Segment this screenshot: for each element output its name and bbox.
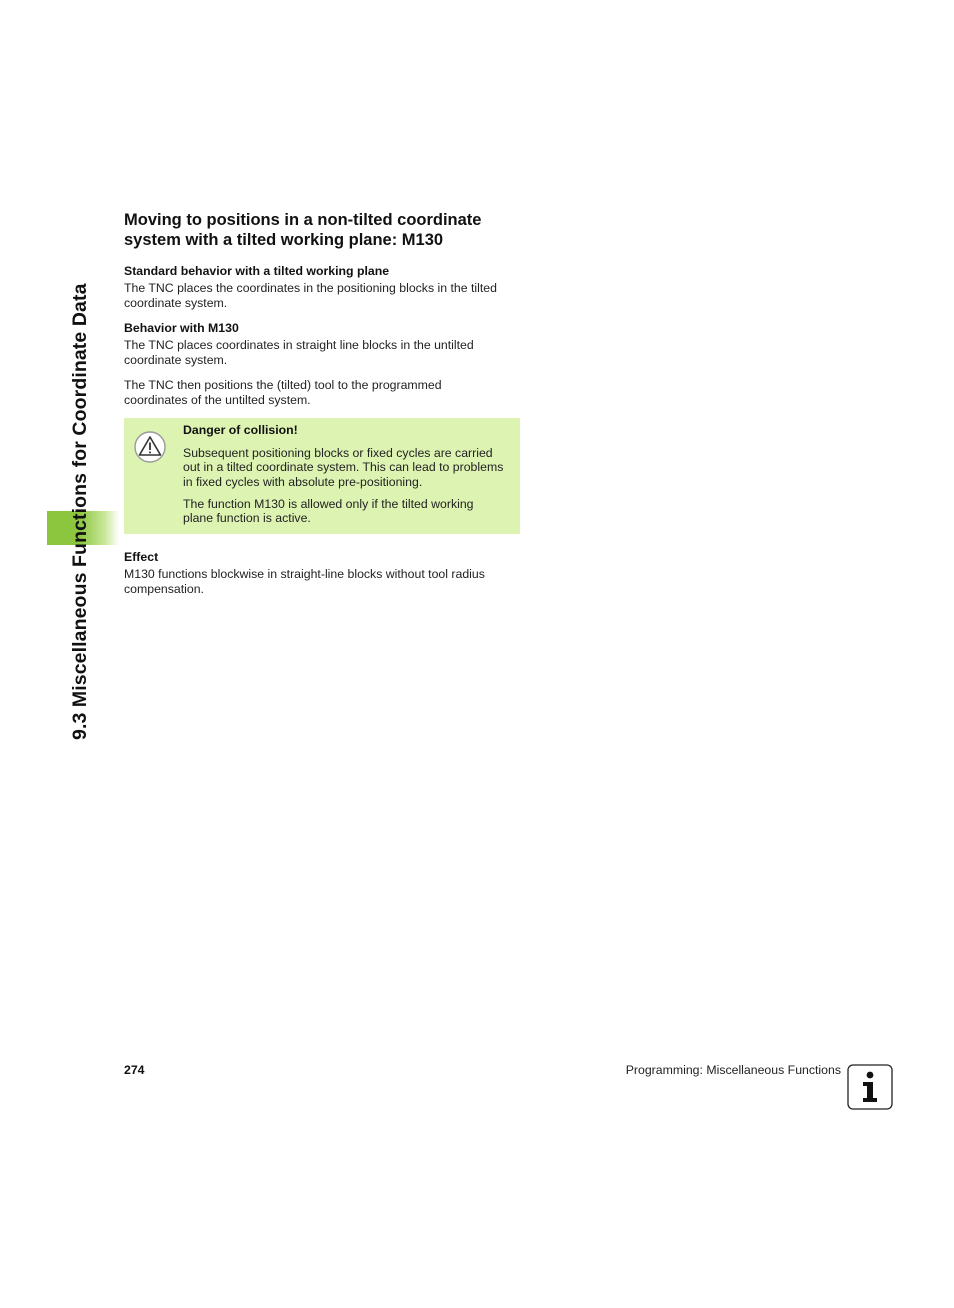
standard-behavior-heading: Standard behavior with a tilted working plane bbox=[124, 264, 390, 278]
section-heading bbox=[124, 210, 520, 250]
standard-behavior-line2: coordinate system. bbox=[124, 295, 228, 310]
warning-p1-line1: Subsequent positioning blocks or fixed cycles are carried bbox=[183, 446, 493, 460]
behavior-m130-paragraph-2 bbox=[124, 378, 520, 407]
info-icon[interactable] bbox=[847, 1064, 893, 1110]
page-number: 274 bbox=[124, 1063, 145, 1077]
collision-warning-box bbox=[124, 418, 520, 534]
effect-line1: M130 functions blockwise in straight-line blocks without tool radius bbox=[124, 567, 485, 581]
chapter-side-title: 9.3 Miscellaneous Functions for Coordinate Data bbox=[69, 283, 91, 740]
warning-p1-line3: in fixed cycles with absolute pre-positioning. bbox=[183, 474, 423, 489]
effect-line2: compensation. bbox=[124, 581, 204, 596]
warning-p1-line2: out in a tilted coordinate system. This can lead to problems bbox=[183, 460, 504, 475]
warning-paragraph-1 bbox=[183, 446, 515, 489]
behavior-m130-paragraph-1 bbox=[124, 338, 520, 367]
behavior-p1-line2: coordinate system. bbox=[124, 352, 228, 367]
effect-text bbox=[124, 567, 520, 596]
main-content bbox=[124, 210, 520, 607]
effect-heading: Effect bbox=[124, 550, 159, 564]
behavior-p1-line1: The TNC places coordinates in straight line blocks in the untilted bbox=[124, 338, 474, 352]
warning-paragraph-2 bbox=[183, 497, 515, 526]
section-heading-line2: system with a tilted working plane: M130 bbox=[124, 231, 444, 249]
warning-triangle-icon bbox=[134, 431, 166, 463]
behavior-m130-heading: Behavior with M130 bbox=[124, 321, 239, 335]
warning-p2-line2: plane function is active. bbox=[183, 511, 311, 526]
behavior-p2-line1: The TNC then positions the (tilted) tool to the programmed bbox=[124, 378, 442, 392]
standard-behavior-line1: The TNC places the coordinates in the positioning blocks in the tilted bbox=[124, 281, 497, 295]
warning-p2-line1: The function M130 is allowed only if the tilted working bbox=[183, 496, 474, 511]
standard-behavior-text bbox=[124, 281, 520, 310]
warning-title: Danger of collision! bbox=[183, 423, 298, 437]
footer-chapter-title: Programming: Miscellaneous Functions bbox=[625, 1063, 841, 1077]
section-heading-line1: Moving to positions in a non-tilted coordinate bbox=[124, 211, 482, 229]
warning-text-block bbox=[183, 423, 515, 533]
behavior-p2-line2: coordinates of the untilted system. bbox=[124, 392, 311, 407]
